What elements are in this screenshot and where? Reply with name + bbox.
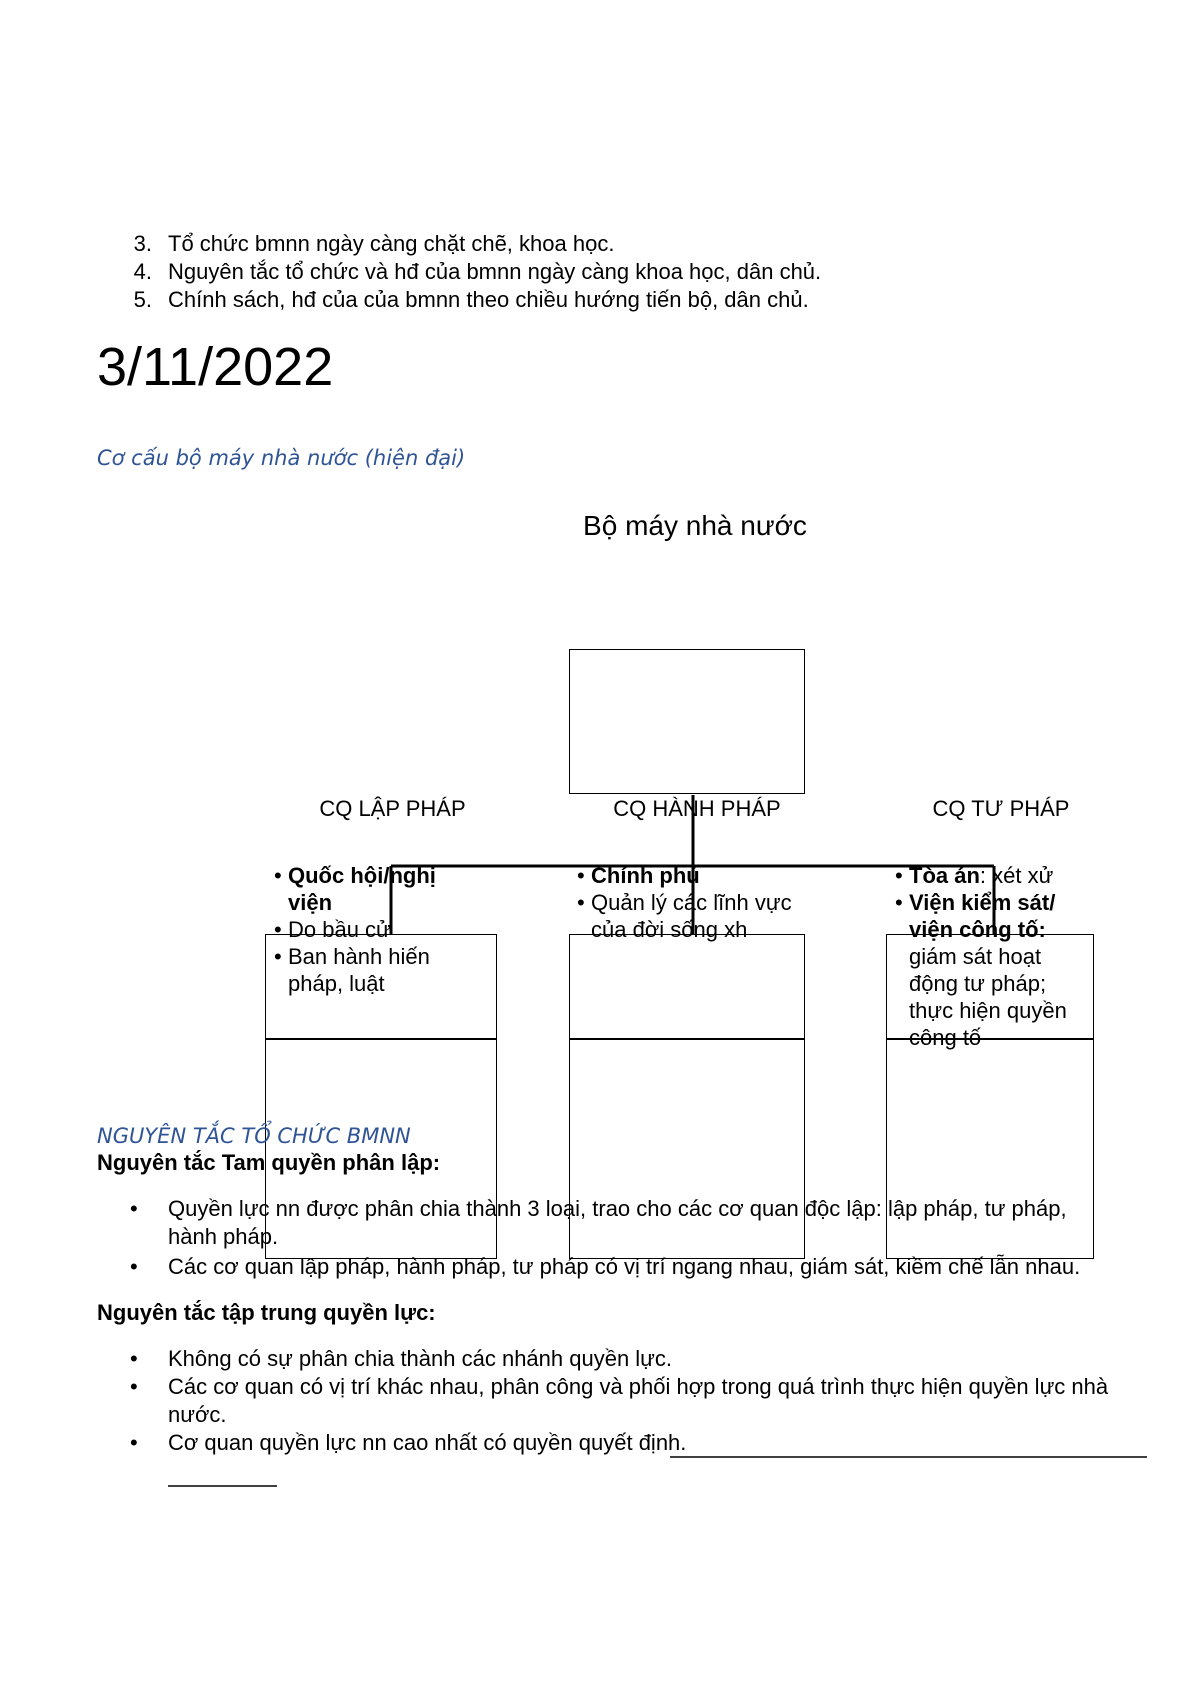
list-item: • Quản lý các lĩnh vực của đời sống xh [577,889,807,943]
list-item: • Cơ quan quyền lực nn cao nhất có quyền quyết định. [130,1429,1120,1457]
branch-label-executive: CQ HÀNH PHÁP [613,796,781,821]
list-item: • Quốc hội/nghị viện [274,862,484,916]
structure-heading: Cơ cấu bộ máy nhà nước (hiện đại) [97,446,466,470]
centralization-list [130,1345,1120,1457]
date-heading: 3/11/2022 [97,337,334,397]
org-box-top [569,649,805,794]
diagram-title: Bộ máy nhà nước [583,510,807,541]
branch-label-legislative: CQ LẬP PHÁP [319,796,466,821]
list-item: • Quyền lực nn được phân chia thành 3 loại, trao cho các cơ quan độc lập: lập pháp, tư pháp, hành pháp. [130,1195,1120,1251]
list-item: • Do bầu cử [274,916,484,943]
list-number: 3. [133,231,152,256]
branch-list-legislative [274,862,484,997]
separation-list [130,1195,1120,1281]
list-text: Tổ chức bmnn ngày càng chặt chẽ, khoa học. [168,231,615,256]
list-text: Nguyên tắc tổ chức và hđ của bmnn ngày càng khoa học, dân chủ. [168,259,822,284]
separation-title: Nguyên tắc Tam quyền phân lập: [97,1150,441,1175]
list-text: Chính sách, hđ của của bmnn theo chiều hướng tiến bộ, dân chủ. [168,287,809,312]
branch-list-judicial [895,862,1090,1051]
list-item: • Chính phủ [577,862,807,889]
list-number: 5. [133,287,152,312]
branch-list-executive [577,862,807,943]
centralization-title: Nguyên tắc tập trung quyền lực: [97,1300,436,1325]
list-item: • Các cơ quan lập pháp, hành pháp, tư pháp có vị trí ngang nhau, giám sát, kiềm chế lẫn nhau. [130,1253,1120,1281]
list-item: • Viện kiểm sát/ viện công tố: giám sát hoạt động tư pháp; thực hiện quyền công tố [895,889,1090,1051]
org-box-executive-upper [569,934,805,1040]
branch-label-judicial: CQ TƯ PHÁP [932,796,1070,821]
list-number: 4. [133,259,152,284]
principles-heading: NGUYÊN TẮC TỔ CHỨC BMNN [97,1124,411,1148]
list-item: • Các cơ quan có vị trí khác nhau, phân công và phối hợp trong quá trình thực hiện quyền lực nhà nước. [130,1373,1120,1429]
list-item: • Không có sự phân chia thành các nhánh quyền lực. [130,1345,1120,1373]
list-item: • Ban hành hiến pháp, luật [274,943,484,997]
list-item: • Tòa án: xét xử [895,862,1090,889]
